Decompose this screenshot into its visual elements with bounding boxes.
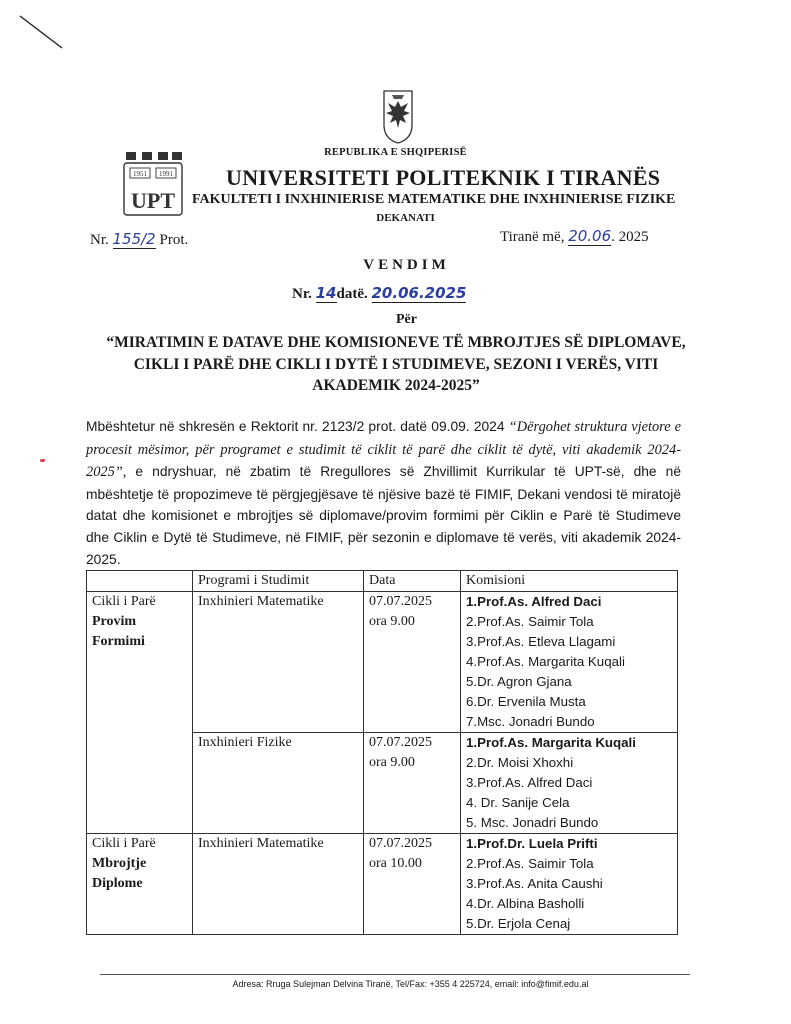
commission-member: 5.Dr. Agron Gjana bbox=[466, 674, 572, 689]
department-name: DEKANATI bbox=[376, 212, 435, 224]
commission-member: 1.Prof.As. Alfred Daci bbox=[466, 594, 602, 609]
for-label: Për bbox=[396, 312, 417, 327]
program-cell: Inxhinieri Matematike bbox=[193, 834, 364, 935]
commission-member: 2.Dr. Moisi Xhoxhi bbox=[466, 755, 574, 770]
svg-text:UPT: UPT bbox=[131, 188, 175, 213]
commission-member: 5. Msc. Jonadri Bundo bbox=[466, 815, 599, 830]
svg-text:1951: 1951 bbox=[133, 170, 147, 178]
commission-member: 7.Msc. Jonadri Bundo bbox=[466, 714, 595, 729]
protocol-date-value: 20.06 bbox=[568, 227, 612, 245]
decision-title bbox=[88, 332, 704, 397]
commission-member: 1.Prof.As. Margarita Kuqali bbox=[466, 735, 636, 750]
date-cell: 07.07.2025 ora 9.00 bbox=[364, 592, 461, 733]
decision-number-value: 14 bbox=[315, 284, 337, 302]
decision-title-line: CIKLI I PARË DHE CIKLI I DYTË I STUDIMEVE, SEZONI I VERËS, VITI bbox=[133, 355, 659, 373]
commission-member: 6.Dr. Ervenila Musta bbox=[466, 694, 586, 709]
commission-member: 1.Prof.Dr. Luela Prifti bbox=[466, 836, 598, 851]
commissions-table bbox=[86, 570, 678, 935]
column-header-commission: Komisioni bbox=[461, 571, 678, 592]
column-header-cycle bbox=[87, 571, 193, 592]
table-row bbox=[87, 592, 678, 733]
faculty-name: FAKULTETI I INXHINIERISE MATEMATIKE DHE INXHINIERISE FIZIKE bbox=[192, 192, 676, 207]
table-header-row bbox=[87, 571, 678, 592]
protocol-number-value: 155/2 bbox=[112, 230, 156, 248]
decision-title-line: “MIRATIMIN E DATAVE DHE KOMISIONEVE TË MBROJTJES SË DIPLOMAVE, bbox=[106, 334, 686, 351]
commission-member: 4.Dr. Albina Basholli bbox=[466, 896, 585, 911]
date-cell: 07.07.2025 ora 10.00 bbox=[364, 834, 461, 935]
cycle-cell: Cikli i Parë Provim Formimi bbox=[87, 592, 193, 834]
commission-member: 3.Prof.As. Etleva Llagami bbox=[466, 634, 616, 649]
commission-cell bbox=[461, 733, 678, 834]
footer-divider bbox=[100, 974, 690, 975]
commission-member: 3.Prof.As. Alfred Daci bbox=[466, 775, 593, 790]
republic-title: REPUBLIKA E SHQIPERISË bbox=[324, 147, 467, 158]
protocol-number: Nr. 155/2 Prot. bbox=[90, 230, 189, 248]
scan-mark bbox=[18, 14, 66, 50]
table-row bbox=[87, 834, 678, 935]
cycle-cell: Cikli i Parë Mbrojtje Diplome bbox=[87, 834, 193, 935]
commission-member: 3.Prof.As. Anita Caushi bbox=[466, 876, 603, 891]
ink-spot bbox=[40, 459, 45, 462]
date-cell: 07.07.2025 ora 9.00 bbox=[364, 733, 461, 834]
decision-title-line: AKADEMIK 2024-2025” bbox=[312, 377, 480, 394]
svg-text:1991: 1991 bbox=[159, 170, 173, 178]
upt-logo bbox=[120, 150, 186, 220]
footer-address: Adresa: Rruga Sulejman Delvina Tiranë, Tel/Fax: +355 4 225724, email: info@fimif.edu.al bbox=[232, 979, 589, 989]
commission-member: 4. Dr. Sanije Cela bbox=[466, 795, 570, 810]
decision-body: Mbështetur në shkresën e Rektorit nr. 2123/2 prot. datë 09.09. 2024 “Dërgohet struktura vjetore e procesit mësimor, për programet e studimit të ciklit të parë dhe ciklit të dytë, viti akademik 2024-2025”, e ndryshuar, në zbatim të Rregullores së Zhvillimit Kurrikular të UPT-së, dhe në mbështetje të propozimeve të përgjegjësave të njësive bazë të FIMIF, Dekani vendosi të miratojë datat dhe komisionet e mbrojtjes së diplomave/provim formimi për Ciklin e Parë të Studimeve dhe Ciklin e Dytë të Studimeve, në FIMIF, për sezonin e diplomave të verës, viti akademik 2024-2025. bbox=[86, 419, 681, 567]
decision-date-value: 20.06.2025 bbox=[371, 284, 467, 302]
commission-member: 5.Dr. Erjola Cenaj bbox=[466, 916, 571, 931]
protocol-date: Tiranë më, 20.06. 2025 bbox=[500, 227, 649, 245]
program-cell: Inxhinieri Matematike bbox=[193, 592, 364, 733]
university-name: UNIVERSITETI POLITEKNIK I TIRANËS bbox=[226, 165, 661, 190]
commission-member: 2.Prof.As. Saimir Tola bbox=[466, 614, 594, 629]
commission-member: 2.Prof.As. Saimir Tola bbox=[466, 856, 594, 871]
decision-number: Nr. 14datë. 20.06.2025 bbox=[292, 284, 467, 302]
commission-cell bbox=[461, 592, 678, 733]
commission-cell bbox=[461, 834, 678, 935]
column-header-program: Programi i Studimit bbox=[193, 571, 364, 592]
decision-heading: VENDIM bbox=[363, 257, 450, 273]
program-cell: Inxhinieri Fizike bbox=[193, 733, 364, 834]
column-header-date: Data bbox=[364, 571, 461, 592]
quoted-letter-title: “Dërgohet struktura vjetore e procesit mësimor, për programet e studimit të ciklit të parë dhe ciklit të dytë, viti akademik 2024-2025”, bbox=[86, 419, 681, 481]
state-emblem-icon bbox=[381, 87, 415, 145]
commission-member: 4.Prof.As. Margarita Kuqali bbox=[466, 654, 625, 669]
